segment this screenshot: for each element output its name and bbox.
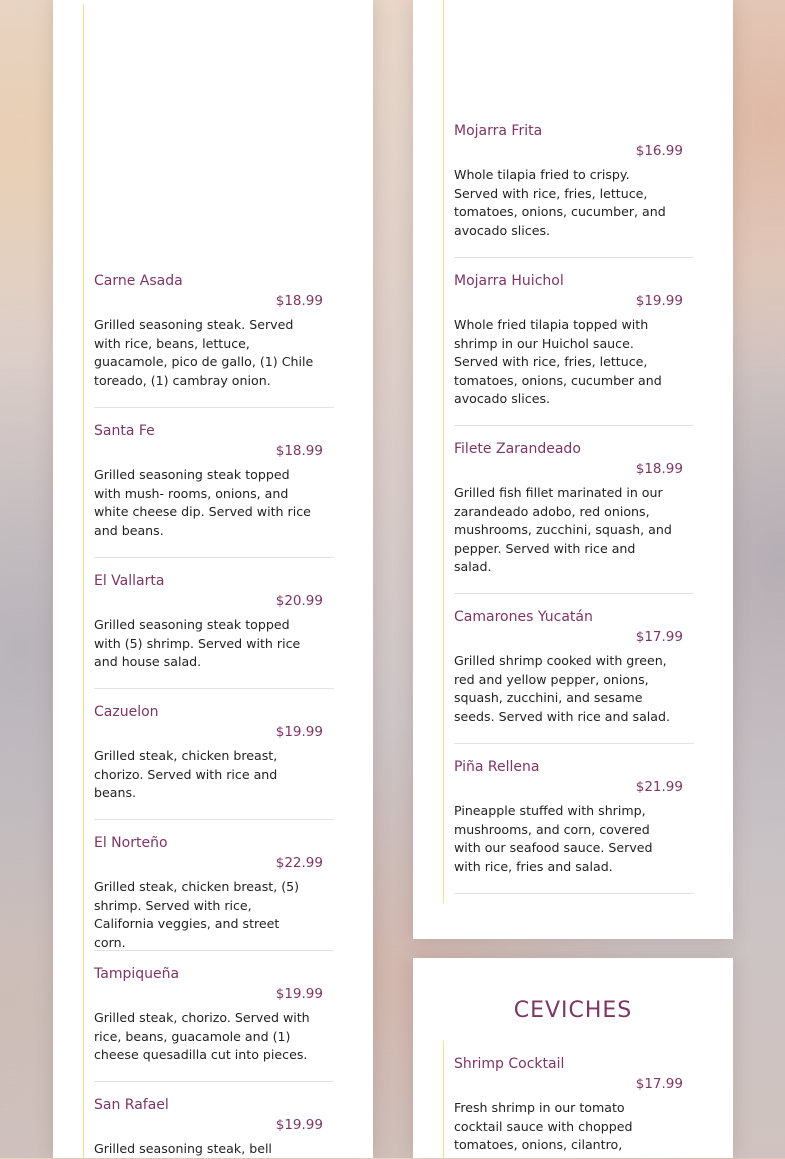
divider xyxy=(94,407,334,408)
menu-item-name: Carne Asada xyxy=(94,273,183,289)
menu-item-description: Grilled steak, chicken breast, (5) shrimp. Served with rice, California veggies, and street corn. xyxy=(94,879,300,950)
divider xyxy=(454,425,694,426)
divider xyxy=(454,257,694,258)
menu-item-description: Grilled steak, chicken breast, chorizo. Served with rice and beans. xyxy=(94,748,278,801)
divider xyxy=(94,950,334,951)
menu-item-price: $22.99 xyxy=(275,855,323,871)
menu-item-price: $16.99 xyxy=(635,143,683,159)
section-title: CEVICHES xyxy=(513,998,633,1023)
menu-item-description: Grilled seasoning steak topped with (5) shrimp. Served with rice and house salad. xyxy=(94,617,301,670)
menu-item-price: $17.99 xyxy=(635,1076,683,1092)
menu-item-price: $19.99 xyxy=(275,986,323,1002)
divider xyxy=(94,1081,334,1082)
menu-item-price: $18.99 xyxy=(275,293,323,309)
divider xyxy=(454,593,694,594)
menu-item-description: Whole tilapia fried to crispy. Served with rice, fries, lettuce, tomatoes, onions, cucumber, and avocado slices. xyxy=(454,167,666,238)
menu-item-price: $20.99 xyxy=(275,593,323,609)
menu-item-name: Cazuelon xyxy=(94,704,159,720)
menu-item-description: Grilled seasoning steak, bell xyxy=(94,1141,272,1156)
card-accent-line xyxy=(443,1041,444,1158)
menu-item-description: Pineapple stuffed with shrimp, mushrooms, and corn, covered with our seafood sauce. Served with rice, fries and salad. xyxy=(454,803,653,874)
menu-item-price: $18.99 xyxy=(275,443,323,459)
divider xyxy=(94,819,334,820)
menu-item-price: $21.99 xyxy=(635,779,683,795)
menu-item-price: $19.99 xyxy=(275,1117,323,1133)
menu-item-name: San Rafael xyxy=(94,1097,169,1113)
menu-item-name: Filete Zarandeado xyxy=(454,441,581,457)
menu-item-name: Tampiqueña xyxy=(94,966,180,982)
menu-item-price: $19.99 xyxy=(635,293,683,309)
menu-item-name: Santa Fe xyxy=(94,423,155,439)
menu-card-left xyxy=(53,0,373,1158)
menu-card-right xyxy=(413,0,733,939)
menu-item-name: Mojarra Huichol xyxy=(454,273,564,289)
menu-item-description: Whole fried tilapia topped with shrimp in our Huichol sauce. Served with rice, fries, lettuce, tomatoes, onions, cucumber and avocado slices. xyxy=(454,317,662,407)
menu-item-description: Fresh shrimp in our tomato cocktail sauce with chopped tomatoes, onions, cilantro, xyxy=(454,1100,633,1153)
menu-item-description: Grilled seasoning steak. Served with rice, beans, lettuce, guacamole, pico de gallo, (1) Chile toreado, (1) cambray onion. xyxy=(94,317,314,388)
menu-item-price: $17.99 xyxy=(635,629,683,645)
menu-item-description: Grilled seasoning steak topped with mush- rooms, onions, and white cheese dip. Served with rice and beans. xyxy=(94,467,311,538)
divider xyxy=(454,893,694,894)
menu-item-description: Grilled steak, chorizo. Served with rice, beans, guacamole and (1) cheese quesadilla cut into pieces. xyxy=(94,1010,310,1063)
menu-item-name: Mojarra Frita xyxy=(454,123,543,139)
divider xyxy=(94,688,334,689)
menu-item-name: Shrimp Cocktail xyxy=(454,1056,565,1072)
divider xyxy=(94,557,334,558)
menu-item-description: Grilled shrimp cooked with green, red and yellow pepper, onions, squash, zucchini, and sesame seeds. Served with rice and salad. xyxy=(454,653,671,724)
menu-item-name: Piña Rellena xyxy=(454,759,540,775)
menu-item-price: $18.99 xyxy=(635,461,683,477)
divider xyxy=(454,743,694,744)
menu-item-price: $19.99 xyxy=(275,724,323,740)
card-accent-line xyxy=(443,0,444,903)
menu-item-name: El Vallarta xyxy=(94,573,165,589)
menu-item-description: Grilled fish fillet marinated in our zarandeado adobo, red onions, mushrooms, zucchini, squash, and pepper. Served with rice and salad. xyxy=(454,485,672,575)
card-accent-line xyxy=(83,4,84,1158)
menu-item-name: Camarones Yucatán xyxy=(454,609,593,625)
menu-card-ceviches xyxy=(413,958,733,1158)
menu-item-name: El Norteño xyxy=(94,835,168,851)
